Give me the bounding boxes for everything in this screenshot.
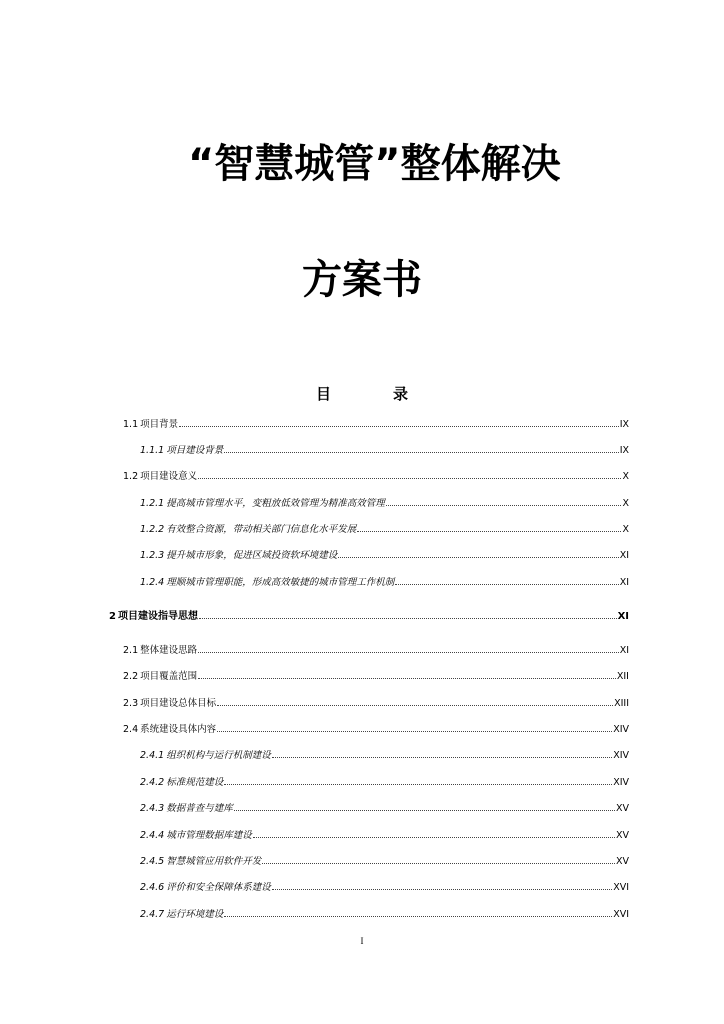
toc-entry-number: 1.2 [123,471,139,482]
toc-entry[interactable] [140,575,629,589]
toc-entry-title: 项目建设指导思想 [117,611,198,622]
toc-entry-page: IX [619,419,629,430]
page-number: I [360,936,364,946]
toc-entry-title: 城市管理数据库建设 [166,830,252,841]
toc-entry-title: 提高城市管理水平，变粗放低效管理为精准高效管理 [166,498,385,509]
toc-entry-page: X [622,498,629,509]
toc-entry-title: 提升城市形象，促进区域投资软环境建设 [166,550,338,561]
toc-entry-page: XIV [613,777,629,788]
toc-leader-dots [198,669,616,679]
toc-leader-dots [395,575,618,585]
toc-entry[interactable] [123,722,629,736]
toc-heading: 目录 [315,385,470,403]
toc-entry-page: XVI [613,909,629,920]
toc-entry-page: XI [619,577,629,588]
toc-leader-dots [198,643,619,653]
toc-leader-dots [224,907,612,917]
toc-entry-number: 2.4.7 [140,909,165,920]
toc-entry[interactable] [123,669,629,683]
toc-entry-number: 1.1.1 [140,445,165,456]
toc-entry-title: 运行环境建设 [166,909,224,920]
toc-entry-title: 项目建设背景 [166,445,224,456]
toc-leader-dots [198,469,621,479]
toc-leader-dots [224,775,612,785]
toc-entry-page: XI [617,611,629,622]
toc-entry-title: 标准规范建设 [166,777,224,788]
toc-entry-number: 1.2.4 [140,577,165,588]
toc-entry-page: XVI [613,882,629,893]
toc-entry[interactable] [140,548,629,562]
toc-entry-number: 2.4.1 [140,750,165,761]
toc-entry-title: 项目背景 [140,419,179,430]
toc-entry[interactable] [123,417,629,431]
toc-entry[interactable] [140,775,629,789]
toc-entry[interactable] [140,907,629,921]
toc-entry-title: 系统建设具体内容 [140,724,217,735]
document-title-line1: “智慧城管”整体解决 [188,141,561,187]
toc-entry-page: XI [619,550,629,561]
toc-leader-dots [272,880,612,890]
toc-entry-title: 整体建设思路 [140,645,198,656]
toc-entry[interactable] [140,443,629,457]
toc-entry-page: X [622,524,629,535]
toc-leader-dots [357,522,621,532]
toc-leader-dots [199,609,617,619]
toc-entry-number: 2.1 [123,645,139,656]
toc-leader-dots [253,828,615,838]
toc-chapter-entry[interactable] [109,609,629,623]
toc-leader-dots [338,548,618,558]
toc-entry-title: 智慧城管应用软件开发 [166,856,262,867]
toc-entry-title: 数据普查与建库 [166,803,233,814]
toc-entry-page: X [622,471,629,482]
document-title-line2: 方案书 [302,257,422,303]
toc-entry-page: XV [615,856,629,867]
toc-entry-page: XIII [614,698,629,709]
toc-entry-title: 项目覆盖范围 [140,671,198,682]
toc-entry-page: XV [615,830,629,841]
toc-leader-dots [217,722,612,732]
toc-leader-dots [386,496,622,506]
toc-leader-dots [217,696,613,706]
toc-entry[interactable] [140,880,629,894]
toc-entry-number: 1.2.1 [140,498,165,509]
toc-entry[interactable] [123,643,629,657]
toc-leader-dots [262,854,615,864]
toc-entry-number: 1.2.3 [140,550,165,561]
toc-entry-title: 项目建设意义 [140,471,198,482]
toc-entry-number: 2.4.6 [140,882,165,893]
toc-entry-page: XV [615,803,629,814]
toc-leader-dots [224,443,618,453]
toc-entry-title: 有效整合资源，带动相关部门信息化水平发展 [166,524,357,535]
toc-entry-page: XI [619,645,629,656]
toc-entry-number: 2.3 [123,698,139,709]
toc-entry-title: 理顺城市管理职能，形成高效敏捷的城市管理工作机制 [166,577,395,588]
toc-leader-dots [234,801,615,811]
toc-entry[interactable] [140,801,629,815]
toc-entry[interactable] [140,496,629,510]
toc-entry-page: IX [619,445,629,456]
toc-entry[interactable] [140,828,629,842]
toc-entry-number: 1.2.2 [140,524,165,535]
toc-entry-number: 2.4.3 [140,803,165,814]
toc-entry-page: XIV [613,750,629,761]
toc-entry-number: 2.4 [123,724,139,735]
toc-leader-dots [272,748,612,758]
toc-entry[interactable] [123,469,629,483]
toc-entry[interactable] [140,522,629,536]
toc-entry-title: 项目建设总体目标 [140,698,217,709]
toc-entry[interactable] [140,854,629,868]
toc-entry-number: 2.4.4 [140,830,165,841]
toc-entry[interactable] [123,696,629,710]
toc-entry-number: 2.2 [123,671,139,682]
toc-entry-title: 评价和安全保障体系建设 [166,882,271,893]
toc-entry[interactable] [140,748,629,762]
toc-leader-dots [179,417,619,427]
toc-entry-page: XIV [613,724,629,735]
toc-entry-number: 2 [109,611,116,622]
toc-entry-title: 组织机构与运行机制建设 [166,750,271,761]
toc-entry-page: XII [616,671,629,682]
toc-entry-number: 1.1 [123,419,139,430]
toc-entry-number: 2.4.5 [140,856,165,867]
toc-entry-number: 2.4.2 [140,777,165,788]
